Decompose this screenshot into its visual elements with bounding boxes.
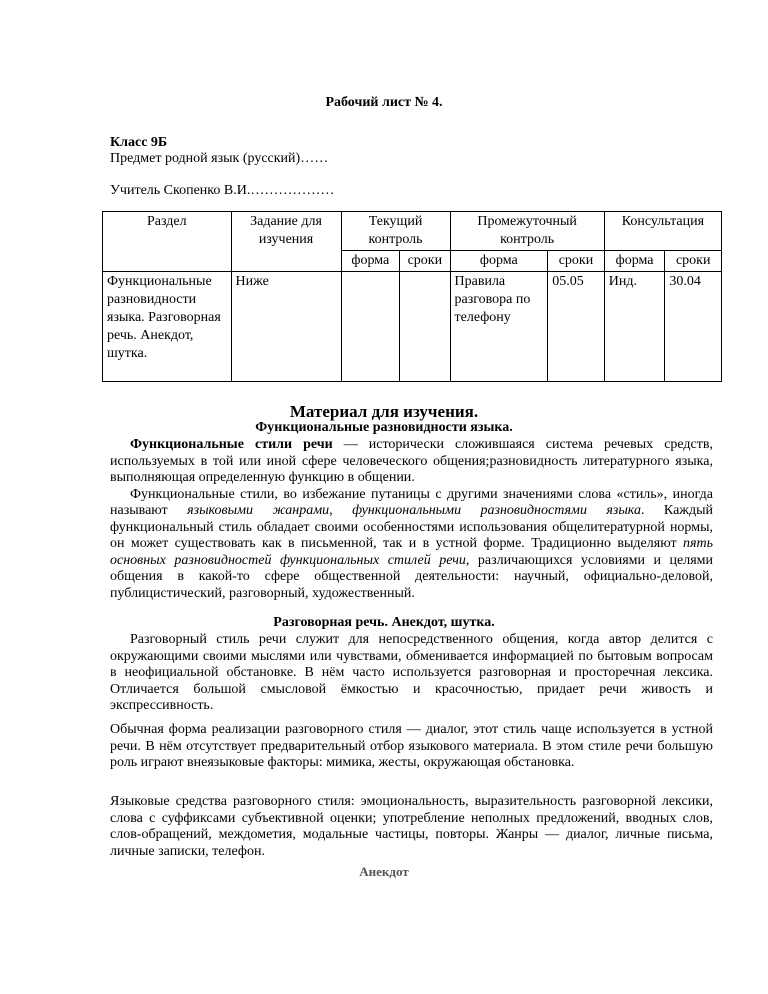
cell-consult-date: 30.04 [665,272,722,382]
cell-current-date [400,272,450,382]
sub-header: сроки [548,251,605,272]
cell-consult-form: Инд. [604,272,665,382]
text-block-dialog [110,722,713,772]
sub-header: форма [341,251,400,272]
subject-line: Предмет родной язык (русский)…… [110,151,329,166]
header-intermediate: Промежуточный контроль [450,212,604,251]
sub-header: форма [450,251,548,272]
paragraph: Функциональные стили речи — исторически сложившаяся система речевых средств, используемых в той или иной сфере человеческого общения;разновидность литературного языка, выполняющая определенную функцию в общении. [110,437,713,485]
text-block-means [110,794,713,860]
class-line: Класс 9Б [110,135,168,150]
cell-intermediate-form: Правила разговора по телефону [450,272,548,382]
header-current: Текущий контроль [341,212,450,251]
header-section: Раздел [103,212,232,272]
sub-header: сроки [400,251,450,272]
text-block-styles [110,437,713,602]
sub-header: сроки [665,251,722,272]
material-heading: Материал для изучения. [289,402,479,421]
section-heading-colloquial: Разговорная речь. Анекдот, шутка. [273,615,495,630]
anekdot-heading: Анекдот [359,864,409,879]
paragraph: Функциональные стили, во избежание путаницы с другими значениями слова «стиль», иногда называют языковыми жанрами, функциональными разновидностями языка. Каждый функциональный стиль обладает своими особенностями использования общелитературной нормы, он может существовать как в письменной, так и в устной форме. Традиционно выделяют пять основных разновидностей функциональных стилей речи, различающихся условиями и целями общения в какой-то сфере общественной деятельности: научный, официально-деловой, публицистический, разговорный, художественный. [110,486,713,601]
paragraph: Разговорный стиль речи служит для непосредственного общения, когда автор делится с окружающими своими мыслями или чувствами, обменивается информацией по бытовым вопросам в неофициальной обстановке. В нём часто используется разговорная и просторечная лексика. Отличается большой смысловой ёмкостью и красочностью, придает речи живость и экспрессивность. [110,632,713,713]
worksheet-title: Рабочий лист № 4. [325,95,443,110]
text-block-colloquial [110,632,713,715]
cell-section: Функциональные разновидности языка. Разговорная речь. Анекдот, шутка. [103,272,232,382]
cell-task: Ниже [231,272,341,382]
section-heading-styles: Функциональные разновидности языка. [255,420,513,435]
header-consult: Консультация [604,212,721,251]
cell-current-form [341,272,400,382]
paragraph: Языковые средства разговорного стиля: эмоциональность, выразительность разговорной лексики, слова с суффиксами субъективной оценки; употребление неполных предложений, вводных слов, слов-обращений, междометия, модальные частицы, повторы. Жанры — диалог, личные письма, личные записки, телефон. [110,794,713,859]
sub-header: форма [604,251,665,272]
teacher-line: Учитель Скопенко В.И.……………… [110,183,335,198]
cell-intermediate-date: 05.05 [548,272,605,382]
header-task: Задание для изучения [231,212,341,272]
plan-table [102,211,722,382]
paragraph: Обычная форма реализации разговорного стиля — диалог, этот стиль чаще используется в устной речи. В нём отсутствует предварительный отбор языкового материала. В этом стиле речи большую роль играют внеязыковые факторы: мимика, жесты, окружающая обстановка. [110,722,713,770]
